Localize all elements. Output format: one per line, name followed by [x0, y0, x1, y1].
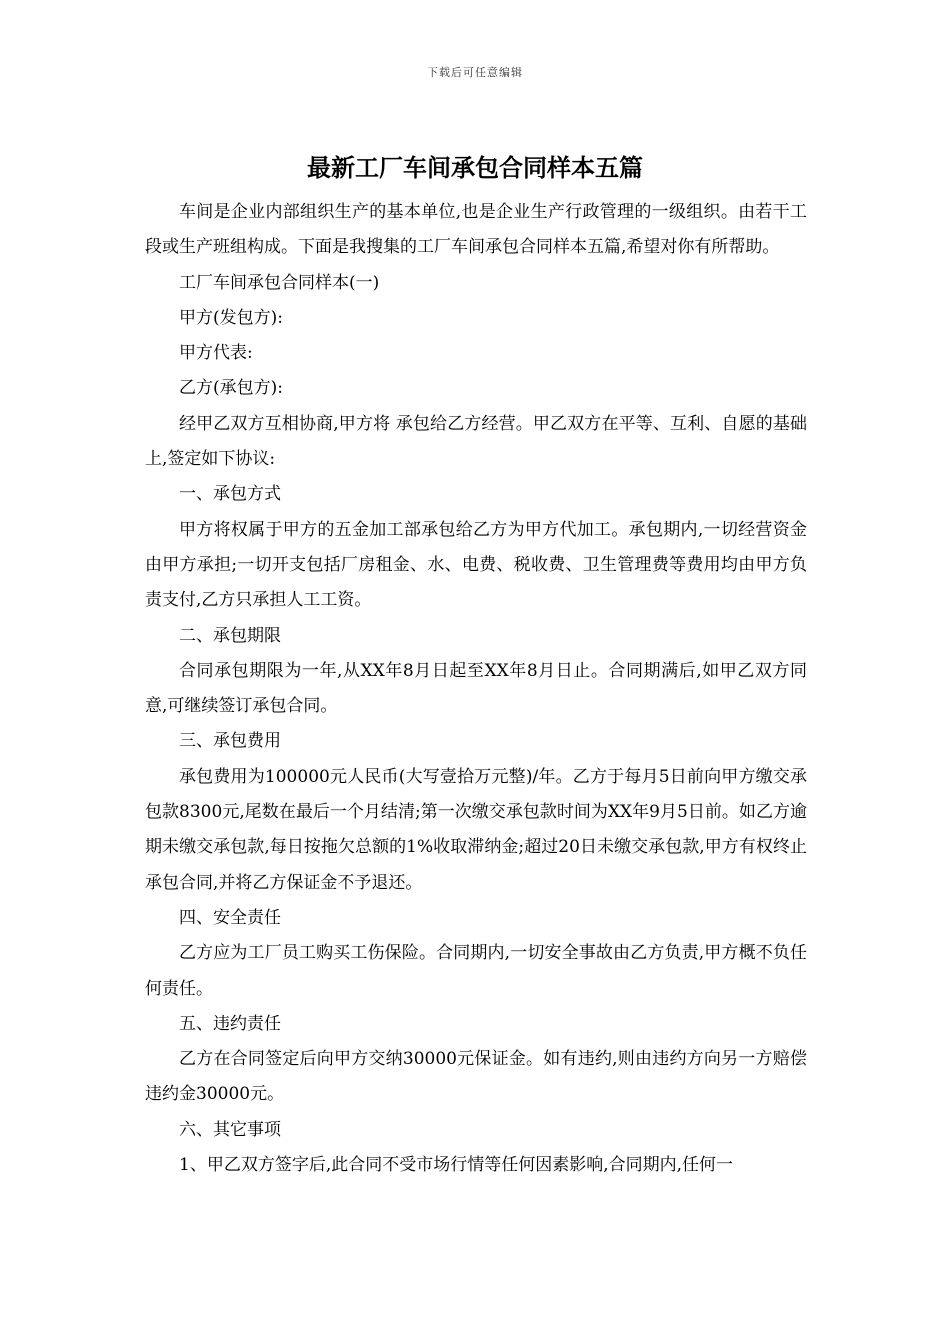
section-body-2: 合同承包期限为一年,从XX年8月日起至XX年8月日止。合同期满后,如甲乙双方同意,可继续签订承包合同。 — [145, 660, 807, 717]
party-a-representative-line: 甲方代表: — [179, 343, 253, 364]
section-heading-6: 六、其它事项 — [179, 1119, 281, 1140]
section-body-1: 甲方将权属于甲方的五金加工部承包给乙方为甲方代加工。承包期内,一切经营资金由甲方承担;一切开支包括厂房租金、水、电费、税收费、卫生管理费等费用均由甲方负责支付,乙方只承担人工工资。 — [145, 519, 807, 611]
sample-heading: 工厂车间承包合同样本(一) — [179, 272, 380, 293]
section-heading-1: 一、承包方式 — [179, 484, 281, 505]
section-body-5: 乙方在合同签定后向甲方交纳30000元保证金。如有违约,则由违约方向另一方赔偿违约金30000元。 — [145, 1049, 807, 1105]
header-note: 下载后可任意编辑 — [427, 66, 523, 79]
document-body — [145, 195, 807, 1183]
party-a-line: 甲方(发包方): — [179, 307, 283, 328]
section-heading-5: 五、违约责任 — [179, 1013, 281, 1034]
document-title: 最新工厂车间承包合同样本五篇 — [307, 153, 643, 182]
section-body-3: 承包费用为100000元人民币(大写壹拾万元整)/年。乙方于每月5日前向甲方缴交承包款8300元,尾数在最后一个月结清;第一次缴交承包款时间为XX年9月5日前。如乙方逾期未缴交承包款,每日按拖欠总额的1%收取滞纳金;超过20日未缴交承包款,甲方有权终止承包合同,并将乙方保证金不予退还。 — [145, 766, 807, 893]
agreement-preamble: 经甲乙双方互相协商,甲方将 承包给乙方经营。甲乙双方在平等、互利、自愿的基础上,签定如下协议: — [145, 413, 807, 470]
section-body-6-item-1: 1、甲乙双方签字后,此合同不受市场行情等任何因素影响,合同期内,任何一 — [179, 1155, 734, 1176]
party-b-line: 乙方(承包方): — [179, 378, 283, 399]
intro-paragraph: 车间是企业内部组织生产的基本单位,也是企业生产行政管理的一级组织。由若干工段或生产班组构成。下面是我搜集的工厂车间承包合同样本五篇,希望对你有所帮助。 — [145, 202, 807, 258]
section-heading-2: 二、承包期限 — [179, 625, 281, 646]
section-heading-4: 四、安全责任 — [179, 907, 281, 928]
section-body-4: 乙方应为工厂员工购买工伤保险。合同期内,一切安全事故由乙方负责,甲方概不负任何责任。 — [145, 943, 807, 999]
section-heading-3: 三、承包费用 — [179, 731, 281, 752]
